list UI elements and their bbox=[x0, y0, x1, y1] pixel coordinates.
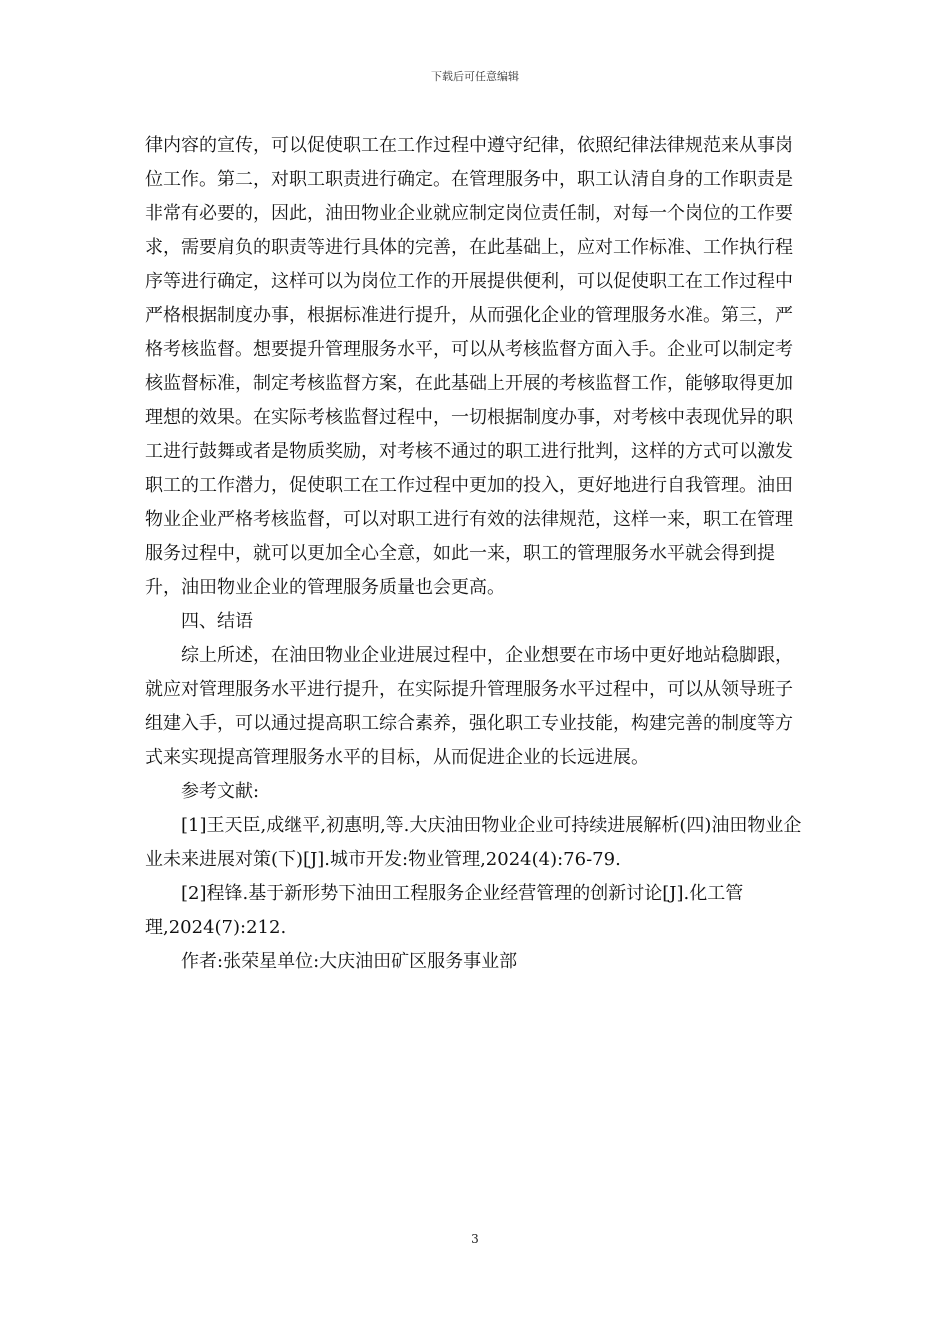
page-number: 3 bbox=[471, 1232, 479, 1246]
document-body bbox=[145, 129, 805, 979]
page-header: 下载后可任意编辑 bbox=[431, 70, 519, 83]
section-heading-conclusion: 四、结语 bbox=[181, 611, 253, 632]
author-line: 作者:张荣星单位:大庆油田矿区服务事业部 bbox=[181, 951, 518, 972]
conclusion-paragraph: 综上所述，在油田物业企业进展过程中，企业想要在市场中更好地站稳脚跟，就应对管理服务水平进行提升，在实际提升管理服务水平过程中，可以从领导班子组建入手，可以通过提高职工综合素养，强化职工专业技能，构建完善的制度等方式来实现提高管理服务水平的目标，从而促进企业的长远进展。 bbox=[145, 645, 793, 768]
reference-item-2: [2]程锋.基于新形势下油田工程服务企业经营管理的创新讨论[J].化工管理,2024(7):212. bbox=[145, 883, 744, 938]
references-heading: 参考文献: bbox=[181, 781, 260, 802]
reference-item-1: [1]王天臣,成继平,初惠明,等.大庆油田物业企业可持续进展解析(四)油田物业企业未来进展对策(下)[J].城市开发:物业管理,2024(4):76-79. bbox=[145, 815, 802, 870]
body-paragraph-continued: 律内容的宣传，可以促使职工在工作过程中遵守纪律，依照纪律法律规范来从事岗位工作。第二，对职工职责进行确定。在管理服务中，职工认清自身的工作职责是非常有必要的，因此，油田物业企业就应制定岗位责任制，对每一个岗位的工作要求，需要肩负的职责等进行具体的完善，在此基础上，应对工作标准、工作执行程序等进行确定，这样可以为岗位工作的开展提供便利，可以促使职工在工作过程中严格根据制度办事，根据标准进行提升，从而强化企业的管理服务水准。第三，严格考核监督。想要提升管理服务水平，可以从考核监督方面入手。企业可以制定考核监督标准，制定考核监督方案，在此基础上开展的考核监督工作，能够取得更加理想的效果。在实际考核监督过程中，一切根据制度办事，对考核中表现优异的职工进行鼓舞或者是物质奖励，对考核不通过的职工进行批判，这样的方式可以激发职工的工作潜力，促使职工在工作过程中更加的投入，更好地进行自我管理。油田物业企业严格考核监督，可以对职工进行有效的法律规范，这样一来，职工在管理服务过程中，就可以更加全心全意，如此一来，职工的管理服务水平就会得到提升，油田物业企业的管理服务质量也会更高。 bbox=[145, 135, 793, 598]
